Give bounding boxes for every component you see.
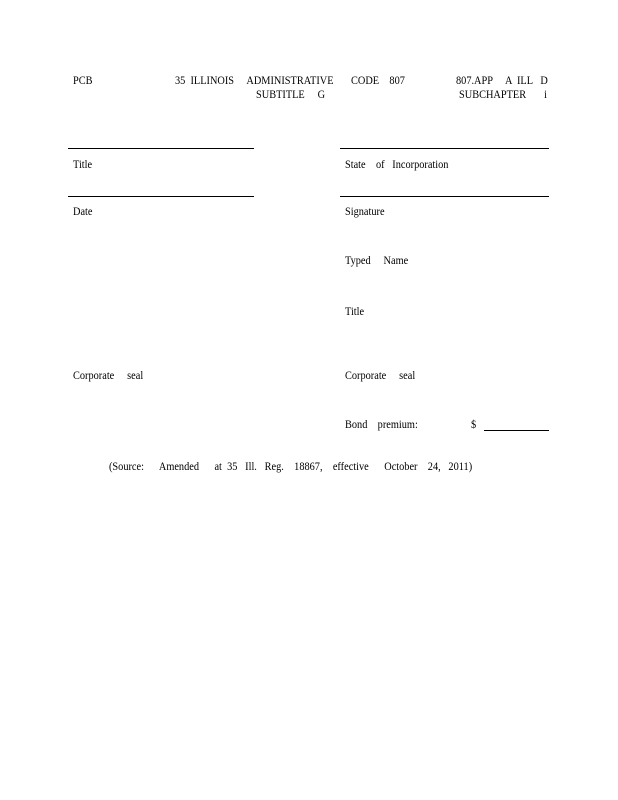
signature-line xyxy=(340,196,549,197)
right-corporate-seal-label: Corporate seal xyxy=(345,368,416,382)
typed-name-label: Typed Name xyxy=(345,253,409,267)
bond-premium-line xyxy=(484,430,549,431)
date-signature-line xyxy=(68,196,254,197)
bond-premium-label: Bond premium: xyxy=(345,417,418,431)
signature-label: Signature xyxy=(345,204,385,218)
state-signature-line xyxy=(340,148,549,149)
header-subtitle: SUBTITLE G xyxy=(256,87,326,101)
left-title-label: Title xyxy=(73,157,93,171)
right-title-label: Title xyxy=(345,304,365,318)
header-subchapter: SUBCHAPTER i xyxy=(459,87,548,101)
title-signature-line xyxy=(68,148,254,149)
date-label: Date xyxy=(73,204,93,218)
header-title: 35 ILLINOIS ADMINISTRATIVE xyxy=(175,73,334,87)
header-code: CODE 807 xyxy=(351,73,405,87)
header-agency: PCB xyxy=(73,73,93,87)
source-note: (Source: Amended at 35 Ill. Reg. 18867, effective October 24, 2011) xyxy=(109,459,473,473)
left-corporate-seal-label: Corporate seal xyxy=(73,368,144,382)
state-of-incorporation-label: State of Incorporation xyxy=(345,157,449,171)
currency-symbol: $ xyxy=(471,417,477,431)
header-section: 807.APP A ILL D xyxy=(456,73,548,87)
